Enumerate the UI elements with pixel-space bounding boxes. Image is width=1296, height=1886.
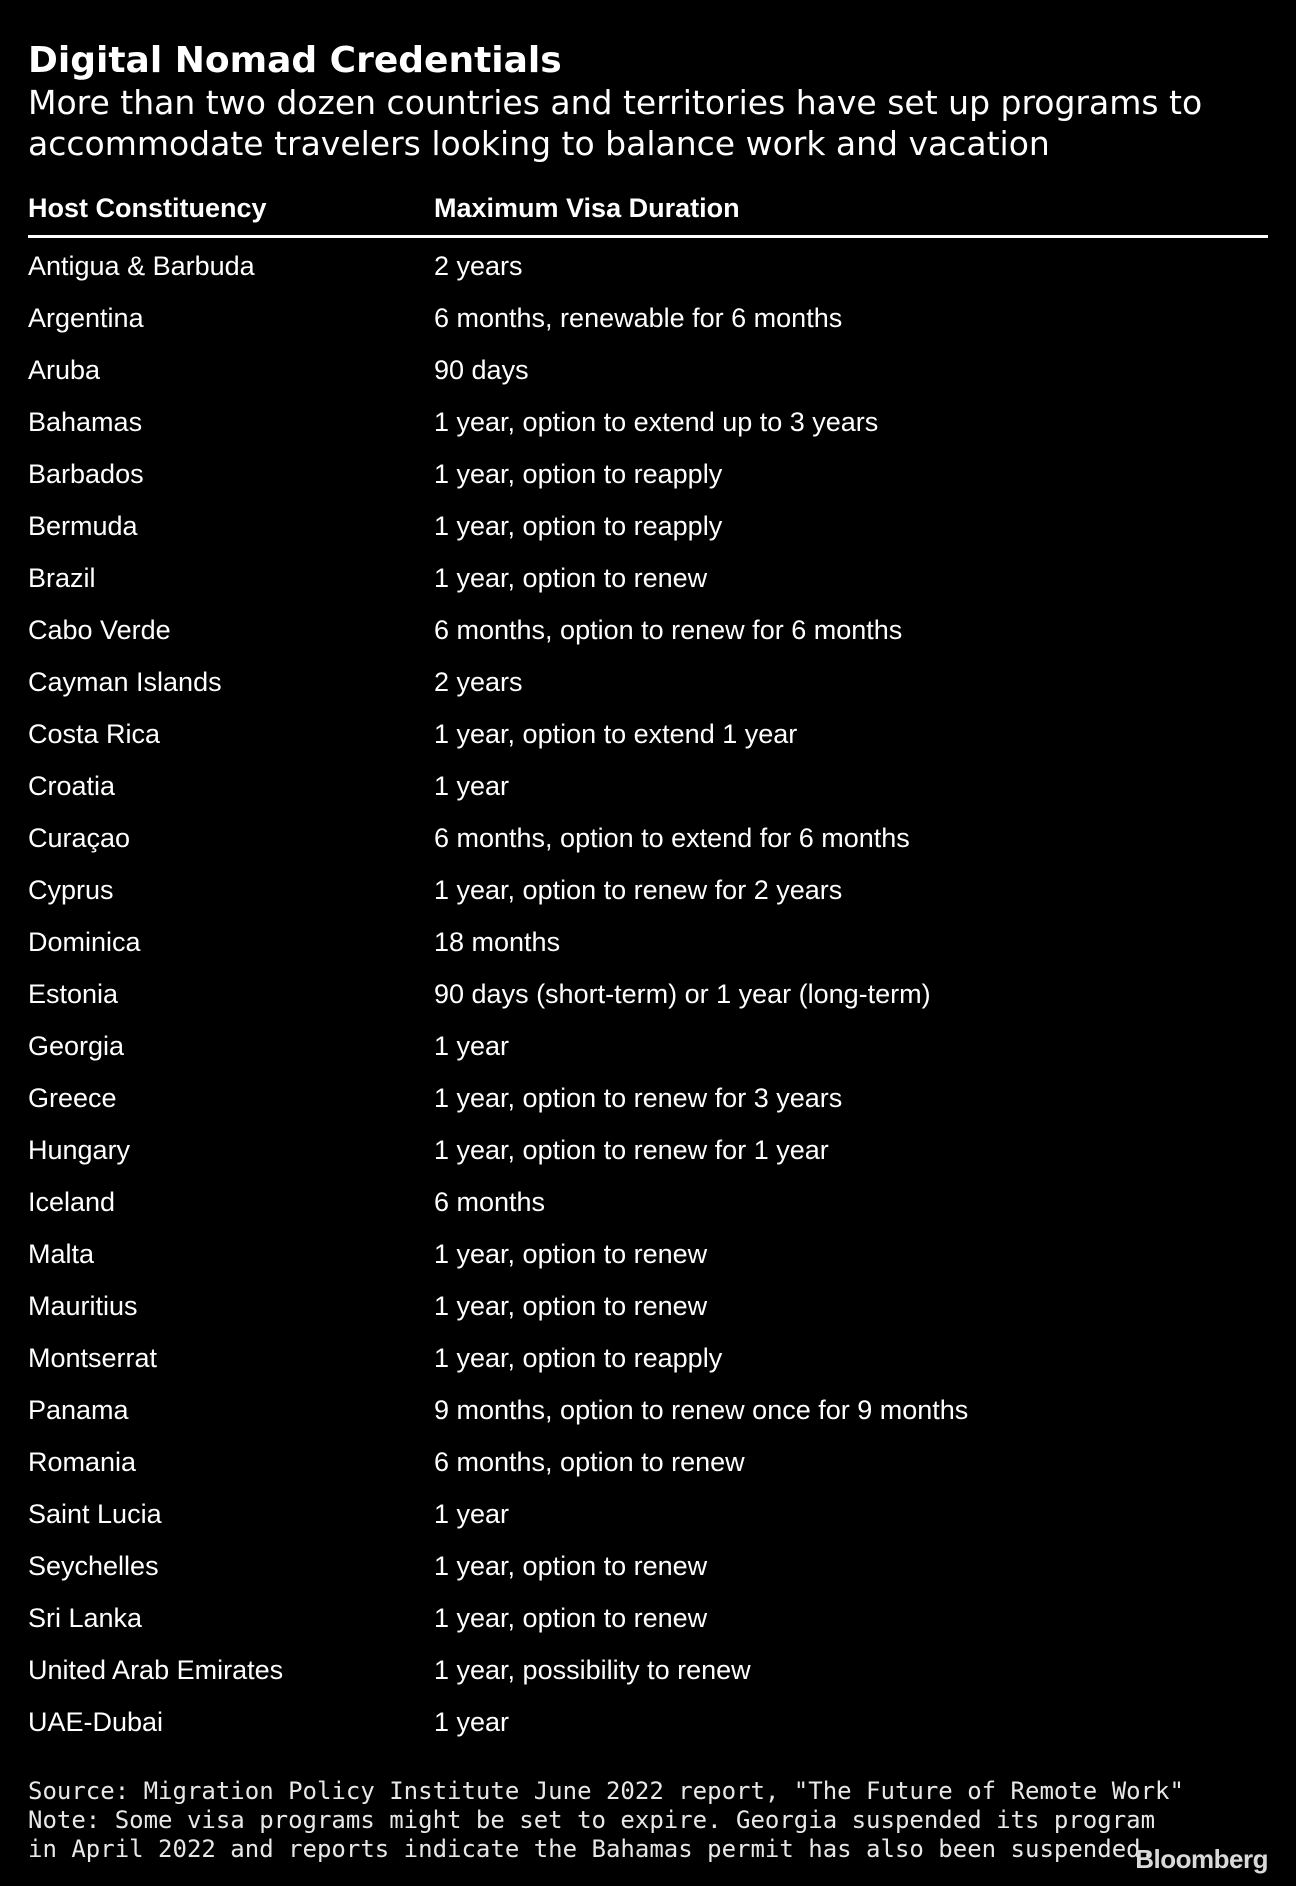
- visa-duration-cell: 1 year, option to renew: [434, 1291, 708, 1321]
- table-row: [28, 712, 1268, 764]
- table-row: [28, 608, 1268, 660]
- host-constituency-cell: Cayman Islands: [28, 667, 222, 697]
- host-constituency-cell: Curaçao: [28, 823, 131, 853]
- host-constituency-cell: Estonia: [28, 979, 119, 1009]
- footnote: [28, 1777, 1184, 1864]
- visa-duration-cell: 1 year, option to renew for 1 year: [434, 1135, 829, 1165]
- table-row: [28, 1596, 1268, 1648]
- table-row: [28, 1128, 1268, 1180]
- table-row: [28, 556, 1268, 608]
- note-line-1: Note: Some visa programs might be set to expire. Georgia suspended its program: [28, 1806, 1156, 1834]
- table-row: [28, 1648, 1268, 1700]
- visa-duration-cell: 1 year, option to renew for 3 years: [434, 1083, 843, 1113]
- table-row: [28, 816, 1268, 868]
- table-row: [28, 452, 1268, 504]
- visa-duration-cell: 1 year: [434, 771, 510, 801]
- chart-title: Digital Nomad Credentials: [28, 40, 562, 81]
- host-constituency-cell: Greece: [28, 1083, 117, 1113]
- visa-duration-cell: 6 months, option to renew: [434, 1447, 745, 1477]
- host-constituency-cell: Saint Lucia: [28, 1499, 162, 1529]
- table-row: [28, 1024, 1268, 1076]
- host-constituency-cell: Brazil: [28, 563, 96, 593]
- table-row: [28, 1492, 1268, 1544]
- table-row: [28, 400, 1268, 452]
- visa-duration-cell: 6 months, option to extend for 6 months: [434, 823, 910, 853]
- table-row: [28, 764, 1268, 816]
- table-row: [28, 244, 1268, 296]
- host-constituency-cell: Malta: [28, 1239, 95, 1269]
- host-constituency-cell: Costa Rica: [28, 719, 161, 749]
- visa-duration-cell: 1 year, option to renew for 2 years: [434, 875, 843, 905]
- table-row: [28, 660, 1268, 712]
- table-row: [28, 1180, 1268, 1232]
- host-constituency-cell: Argentina: [28, 303, 144, 333]
- host-constituency-cell: Bahamas: [28, 407, 143, 437]
- host-constituency-cell: Seychelles: [28, 1551, 159, 1581]
- visa-duration-cell: 1 year, option to reapply: [434, 459, 723, 489]
- host-constituency-cell: UAE-Dubai: [28, 1707, 164, 1737]
- visa-duration-cell: 1 year: [434, 1707, 510, 1737]
- table-row: [28, 1544, 1268, 1596]
- visa-duration-cell: 6 months, option to renew for 6 months: [434, 615, 903, 645]
- host-constituency-cell: Iceland: [28, 1187, 116, 1217]
- chart-subtitle: More than two dozen countries and territories have set up programs to accommodate travelers looking to balance work and vacation: [28, 83, 1203, 163]
- host-constituency-cell: Sri Lanka: [28, 1603, 143, 1633]
- host-constituency-cell: Cyprus: [28, 875, 114, 905]
- visa-duration-cell: 1 year, possibility to renew: [434, 1655, 751, 1685]
- table-row: [28, 1232, 1268, 1284]
- host-constituency-cell: Mauritius: [28, 1291, 138, 1321]
- table-body: [28, 244, 1268, 1752]
- table-row: [28, 1284, 1268, 1336]
- host-constituency-cell: Georgia: [28, 1031, 125, 1061]
- table-row: [28, 504, 1268, 556]
- host-constituency-cell: Croatia: [28, 771, 116, 801]
- host-constituency-cell: Antigua & Barbuda: [28, 251, 255, 281]
- visa-duration-cell: 2 years: [434, 667, 523, 697]
- table-row: [28, 1440, 1268, 1492]
- bloomberg-logo: Bloomberg: [1135, 1844, 1268, 1874]
- host-constituency-cell: Hungary: [28, 1135, 131, 1165]
- host-constituency-cell: Montserrat: [28, 1343, 158, 1373]
- table-row: [28, 920, 1268, 972]
- table-row: [28, 972, 1268, 1024]
- visa-duration-cell: 6 months, renewable for 6 months: [434, 303, 843, 333]
- visa-duration-cell: 1 year, option to renew: [434, 563, 708, 593]
- table-row: [28, 1700, 1268, 1752]
- visa-duration-cell: 6 months: [434, 1187, 546, 1217]
- visa-duration-cell: 1 year, option to extend up to 3 years: [434, 407, 879, 437]
- host-constituency-cell: Aruba: [28, 355, 101, 385]
- visa-duration-cell: 1 year, option to renew: [434, 1239, 708, 1269]
- visa-duration-cell: 90 days: [434, 355, 529, 385]
- table-row: [28, 1076, 1268, 1128]
- table-row: [28, 1388, 1268, 1440]
- column-header-maximum-visa-duration: Maximum Visa Duration: [434, 193, 740, 223]
- host-constituency-cell: Bermuda: [28, 511, 138, 541]
- host-constituency-cell: Barbados: [28, 459, 144, 489]
- visa-duration-cell: 1 year, option to extend 1 year: [434, 719, 798, 749]
- table-row: [28, 296, 1268, 348]
- host-constituency-cell: Cabo Verde: [28, 615, 171, 645]
- visa-duration-cell: 1 year, option to reapply: [434, 511, 723, 541]
- visa-duration-cell: 1 year: [434, 1031, 510, 1061]
- visa-duration-cell: 9 months, option to renew once for 9 months: [434, 1395, 969, 1425]
- host-constituency-cell: Romania: [28, 1447, 137, 1477]
- visa-table: [28, 186, 1268, 1752]
- visa-duration-cell: 1 year, option to reapply: [434, 1343, 723, 1373]
- table-row: [28, 1336, 1268, 1388]
- visa-duration-cell: 1 year, option to renew: [434, 1603, 708, 1633]
- note-line-2: in April 2022 and reports indicate the Bahamas permit has also been suspended.: [28, 1835, 1156, 1863]
- visa-duration-cell: 90 days (short-term) or 1 year (long-term): [434, 979, 931, 1009]
- host-constituency-cell: Panama: [28, 1395, 129, 1425]
- table-row: [28, 868, 1268, 920]
- visa-duration-cell: 1 year: [434, 1499, 510, 1529]
- visa-duration-cell: 18 months: [434, 927, 561, 957]
- table-row: [28, 348, 1268, 400]
- column-header-host-constituency: Host Constituency: [28, 193, 267, 223]
- visa-duration-cell: 2 years: [434, 251, 523, 281]
- source-note: Source: Migration Policy Institute June 2022 report, "The Future of Remote Work": [28, 1777, 1184, 1805]
- visa-duration-cell: 1 year, option to renew: [434, 1551, 708, 1581]
- host-constituency-cell: Dominica: [28, 927, 141, 957]
- table-header-row: [28, 186, 1268, 238]
- host-constituency-cell: United Arab Emirates: [28, 1655, 284, 1685]
